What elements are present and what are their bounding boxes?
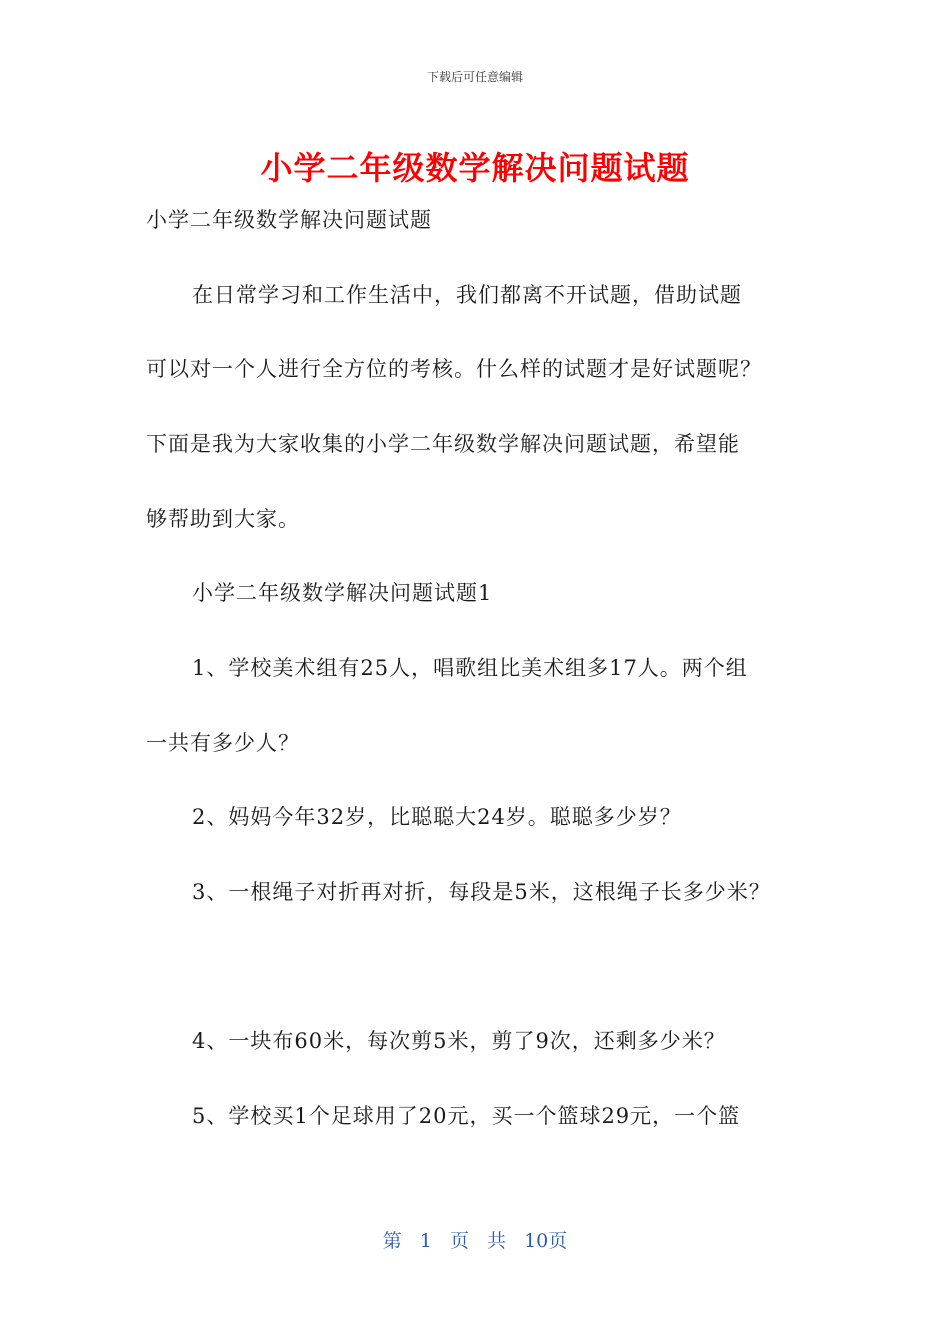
question-line: 3、一根绳子对折再对折，每段是5米，这根绳子长多少米？ [192, 880, 771, 904]
question-line: 5、学校买1个足球用了20元，买一个篮球29元，一个篮 [192, 1104, 741, 1128]
total-label: 共 [487, 1230, 507, 1252]
question-line: 4、一块布60米，每次剪5米，剪了9次，还剩多少米？ [192, 1029, 726, 1053]
current-page-number: 1 [419, 1230, 432, 1252]
page-label-prefix: 第 [382, 1230, 402, 1252]
paragraph-line: 够帮助到大家。 [146, 507, 300, 531]
question-line: 2、妈妈今年32岁，比聪聪大24岁。聪聪多少岁？ [192, 805, 682, 829]
subtitle-line: 小学二年级数学解决问题试题 [146, 208, 432, 232]
paragraph-line: 下面是我为大家收集的小学二年级数学解决问题试题，希望能 [146, 432, 740, 456]
section-heading: 小学二年级数学解决问题试题1 [192, 581, 493, 605]
page-footer [0, 1226, 950, 1253]
total-pages: 10页 [524, 1230, 568, 1252]
paragraph-line: 可以对一个人进行全方位的考核。什么样的试题才是好试题呢？ [146, 357, 762, 381]
document-title: 小学二年级数学解决问题试题 [260, 149, 690, 187]
question-line: 1、学校美术组有25人，唱歌组比美术组多17人。两个组 [192, 656, 748, 680]
header-note: 下载后可任意编辑 [426, 70, 523, 84]
paragraph-line: 在日常学习和工作生活中，我们都离不开试题，借助试题 [192, 283, 742, 307]
question-line: 一共有多少人？ [146, 731, 300, 755]
page-label-mid: 页 [449, 1230, 469, 1252]
